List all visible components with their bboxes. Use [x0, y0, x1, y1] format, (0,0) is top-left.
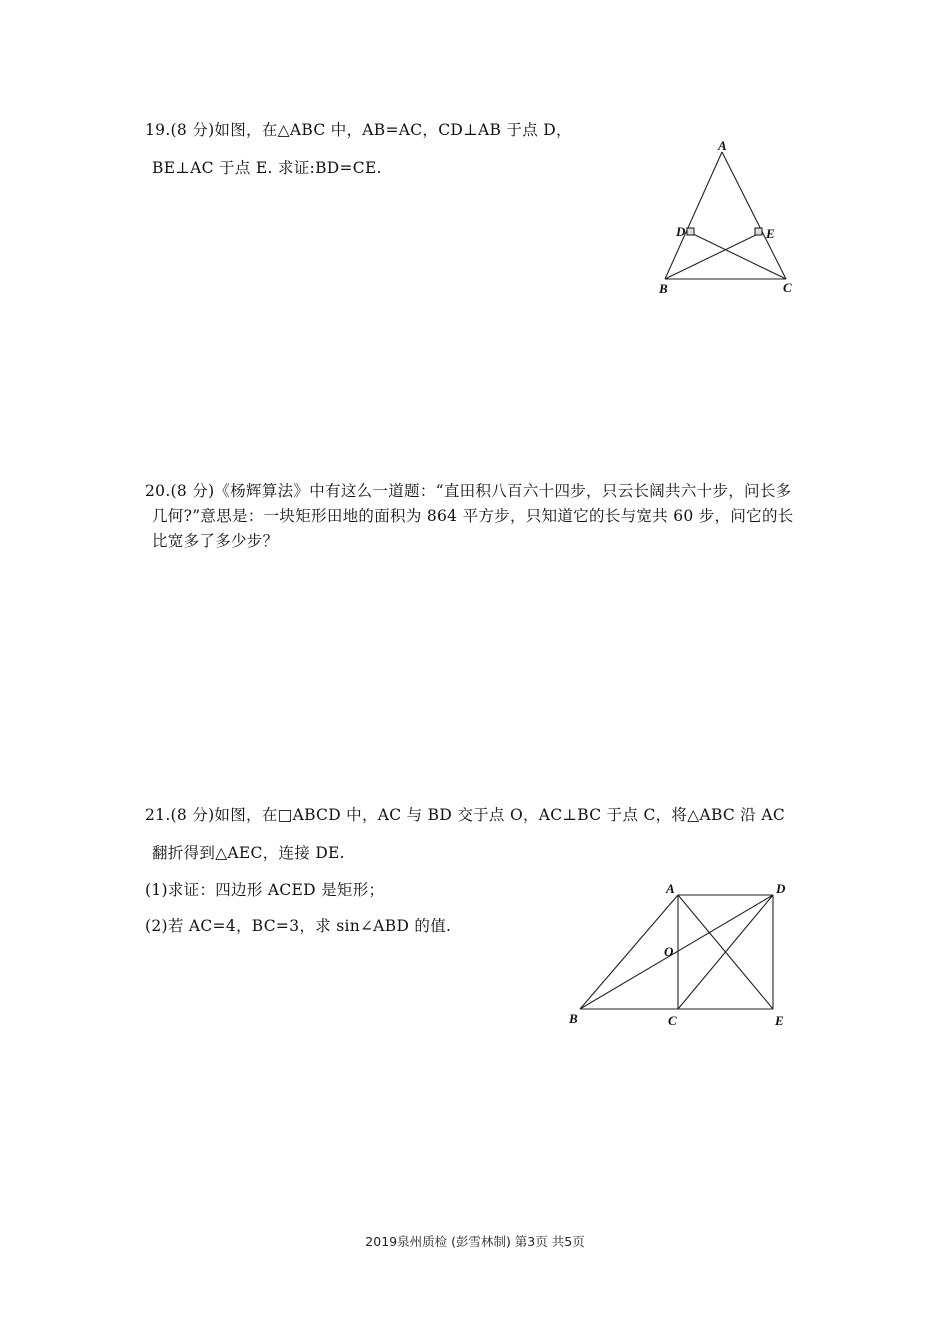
page-footer: 2019泉州质检 (彭雪林制) 第3页 共5页: [365, 1234, 585, 1249]
q19-label-c: C: [783, 280, 792, 295]
q19-label-d: D: [676, 224, 686, 239]
q20-line-2: 几何?”意思是：一块矩形田地的面积为 864 平方步，只知道它的长与宽共 60 步，问它的长: [152, 507, 794, 525]
q19-segment-ab: [665, 152, 722, 279]
q19-triangle-figure: [650, 135, 810, 305]
q21-label-a: A: [666, 881, 675, 896]
q21-segment-bd: [580, 895, 773, 1009]
q19-segment-be: [665, 232, 762, 279]
q21-part-2: (2)若 AC=4，BC=3，求 sin∠ABD 的值.: [145, 917, 452, 935]
q21-label-d: D: [776, 881, 786, 896]
q19-line-1: 19.(8 分)如图，在△ABC 中，AB=AC，CD⊥AB 于点 D，: [145, 121, 572, 139]
q19-label-e: E: [766, 226, 775, 241]
q21-label-e: E: [775, 1013, 784, 1028]
q20-line-1: 20.(8 分)《杨辉算法》中有这么一道题：“直田积八百六十四步，只云长阔共六十步，问长多: [145, 482, 792, 500]
q21-label-o: O: [664, 944, 674, 959]
q21-label-b: B: [569, 1011, 578, 1026]
q19-segment-ac: [722, 152, 786, 279]
q21-part-1: (1)求证：四边形 ACED 是矩形；: [145, 881, 385, 899]
q20-line-3: 比宽多了多少步？: [152, 532, 279, 550]
q21-line-1: 21.(8 分)如图，在□ABCD 中，AC 与 BD 交于点 O，AC⊥BC 于点 C，将△ABC 沿 AC: [145, 806, 785, 824]
q19-label-a: A: [718, 138, 727, 153]
q21-label-c: C: [668, 1013, 677, 1028]
q21-line-2: 翻折得到△AEC，连接 DE.: [152, 844, 345, 862]
q19-right-angle-e: [755, 228, 762, 235]
q19-right-angle-d: [687, 228, 694, 235]
q21-parallelogram-figure: [560, 875, 800, 1035]
q19-line-2: BE⊥AC 于点 E. 求证:BD=CE.: [152, 159, 382, 177]
q19-label-b: B: [659, 281, 668, 296]
